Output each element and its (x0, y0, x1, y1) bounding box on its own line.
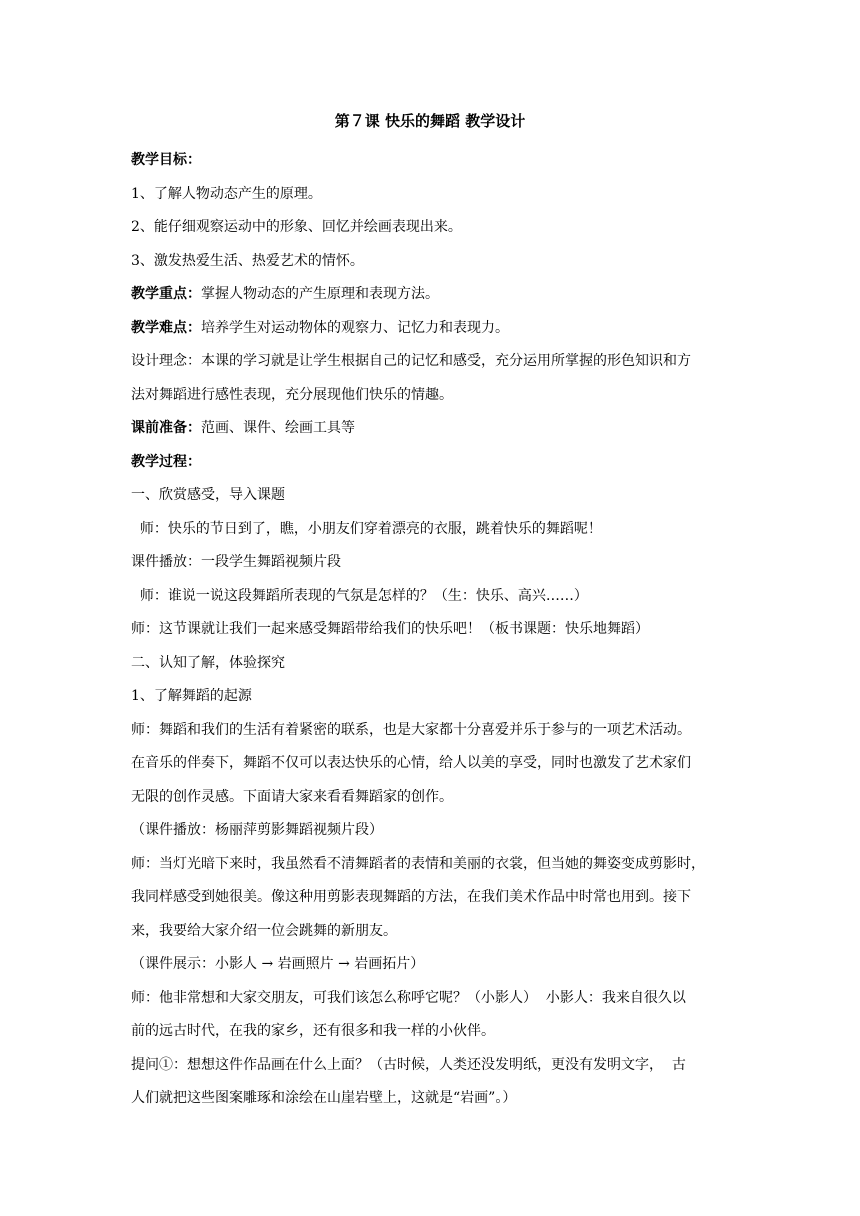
process-line: 提问①：想想这件作品画在什么上面？（古时候，人类还没发明纸，更没有发明文字， 古 (131, 1056, 686, 1073)
process-line: 师：当灯光暗下来时，我虽然看不清舞蹈者的表情和美丽的衣裳，但当她的舞姿变成剪影时， (131, 855, 705, 872)
key-point-paragraph (131, 282, 737, 316)
process-heading: 教学过程： (131, 453, 201, 470)
process-line: 师：他非常想和大家交朋友，可我们该怎么称呼它呢？（小影人） 小影人：我来自很久以 (131, 989, 686, 1006)
preparation-label: 课前准备： (131, 420, 201, 436)
process-line: 课件播放：一段学生舞蹈视频片段 (131, 554, 341, 570)
concept-line: 法对舞蹈进行感性表现，充分展现他们快乐的情趣。 (131, 386, 453, 403)
key-point-label: 教学重点： (131, 286, 201, 302)
process-line: （课件展示：小影人 → 岩画照片 → 岩画拓片） (131, 956, 425, 972)
process-line: 师：这节课就让我们一起来感受舞蹈带给我们的快乐吧！（板书课题：快乐地舞蹈） (131, 621, 649, 637)
page-title: 第７课 快乐的舞蹈 教学设计 (334, 112, 526, 130)
goals-heading: 教学目标： (131, 152, 201, 168)
process-line: 在音乐的伴奏下，舞蹈不仅可以表达快乐的心情，给人以美的享受，同时也激发了艺术家们 (131, 755, 691, 771)
process-line: 人们就把这些图案雕琢和涂绘在山崖岩壁上，这就是“岩画”。） (131, 1090, 517, 1106)
key-point-text: 掌握人物动态的产生原理和表现方法。 (201, 286, 439, 302)
process-line: 来，我要给大家介绍一位会跳舞的新朋友。 (131, 922, 397, 939)
process-line: 前的远古时代，在我的家乡，还有很多和我一样的小伙伴。 (131, 1023, 495, 1039)
difficulty-label: 教学难点： (131, 319, 201, 336)
process-line: 师：快乐的节日到了，瞧，小朋友们穿着漂亮的衣服，跳着快乐的舞蹈呢！ (131, 520, 602, 537)
goal-item: 2、能仔细观察运动中的形象、回忆并绘画表现出来。 (131, 219, 462, 235)
difficulty-text: 培养学生对运动物体的观察力、记忆力和表现力。 (201, 319, 509, 336)
subsection-heading: 1、了解舞蹈的起源 (131, 688, 252, 704)
difficulty-paragraph (131, 316, 737, 350)
concept-line: 设计理念：本课的学习就是让学生根据自己的记忆和感受，充分运用所掌握的形色知识和方 (131, 353, 691, 369)
process-line: 无限的创作灵感。下面请大家来看看舞蹈家的创作。 (131, 788, 453, 805)
goal-item: 3、激发热爱生活、热爱艺术的情怀。 (131, 252, 364, 269)
process-line: 师：谁说一说这段舞蹈所表现的气氛是怎样的？（生：快乐、高兴……） (131, 587, 588, 604)
preparation-text: 范画、课件、绘画工具等 (201, 420, 355, 436)
process-line: （课件播放：杨丽萍剪影舞蹈视频片段） (131, 822, 383, 838)
section-heading: 二、认知了解，体验探究 (131, 654, 285, 671)
document-body (131, 148, 737, 1120)
process-line: 我同样感受到她很美。像这种用剪影表现舞蹈的方法，在我们美术作品中时常也用到。接下 (131, 889, 691, 905)
preparation-paragraph (131, 416, 737, 450)
section-heading: 一、欣赏感受，导入课题 (131, 487, 285, 503)
process-line: 师：舞蹈和我们的生活有着紧密的联系，也是大家都十分喜爱并乐于参与的一项艺术活动。 (131, 721, 691, 738)
goal-item: 1、了解人物动态产生的原理。 (131, 185, 322, 202)
